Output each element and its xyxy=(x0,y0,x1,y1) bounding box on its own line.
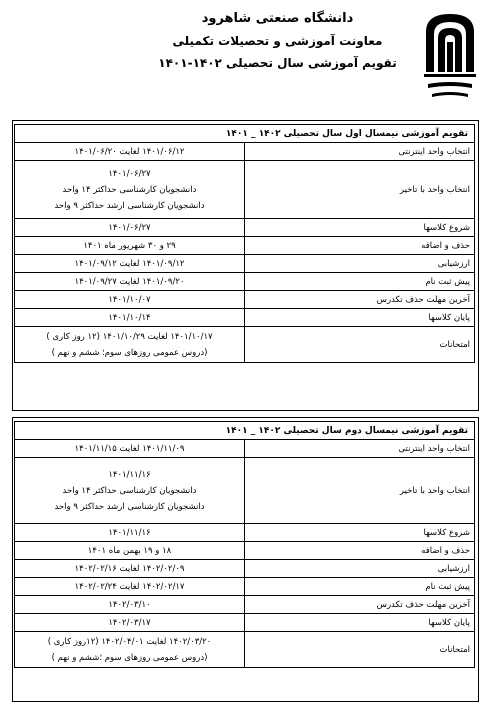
row-label: انتخاب واحد با تاخیر xyxy=(245,161,475,219)
table-row xyxy=(15,614,475,632)
row-value-line: ۱۴۰۲/۰۳/۲۰ لغایت ۱۴۰۲/۰۴/۰۱ (۱۲روز کاری ) xyxy=(47,636,212,647)
calendar-title: تقویم آموزشی سال تحصیلی ۱۴۰۲-۱۴۰۱ xyxy=(158,56,397,70)
row-value xyxy=(15,291,245,309)
row-value xyxy=(15,596,245,614)
row-value-line: ۱۴۰۲/۰۲/۱۷ لغایت ۱۴۰۲/۰۲/۲۴ xyxy=(74,581,185,592)
row-label: ارزشیابی xyxy=(245,560,475,578)
row-value xyxy=(15,237,245,255)
table-row xyxy=(15,309,475,327)
row-value xyxy=(15,578,245,596)
table-row xyxy=(15,291,475,309)
header-text xyxy=(150,8,405,74)
row-label: آخرین مهلت حذف تکدرس xyxy=(245,596,475,614)
row-value-line: ۱۴۰۱/۰۶/۲۷ xyxy=(108,168,151,179)
table-row xyxy=(15,219,475,237)
row-value-line: (دروس عمومی روزهای سوم ؛ششم و نهم ) xyxy=(51,652,208,663)
row-value xyxy=(15,524,245,542)
table-row xyxy=(15,542,475,560)
row-value-line: ۱۴۰۱/۱۱/۱۶ xyxy=(108,527,151,538)
row-value-line: ۱۴۰۱/۱۰/۱۴ xyxy=(108,312,151,323)
page-header xyxy=(0,0,489,100)
row-value xyxy=(15,143,245,161)
semester2-table xyxy=(14,421,475,668)
semester2-title-row xyxy=(15,422,475,440)
table-row xyxy=(15,560,475,578)
row-value xyxy=(15,309,245,327)
row-value xyxy=(15,632,245,668)
row-value-line: ۱۴۰۱/۰۶/۲۷ xyxy=(108,222,151,233)
row-label: حذف و اضافه xyxy=(245,237,475,255)
row-value-line: ۱۴۰۱/۱۱/۱۶ xyxy=(108,469,151,480)
department-name: معاونت آموزشی و تحصیلات تکمیلی xyxy=(172,34,383,48)
row-value-line: دانشجویان کارشناسی حداکثر ۱۴ واحد xyxy=(62,485,197,496)
row-value xyxy=(15,542,245,560)
row-value-line: دانشجویان کارشناسی حداکثر ۱۴ واحد xyxy=(62,184,197,195)
row-value xyxy=(15,273,245,291)
row-value-line: ۱۴۰۲/۰۳/۱۰ xyxy=(108,599,151,610)
row-value-line: دانشجویان کارشناسی ارشد حداکثر ۹ واحد xyxy=(54,501,205,512)
row-label: پایان کلاسها xyxy=(245,309,475,327)
university-logo xyxy=(422,10,478,108)
row-value-line: ۲۹ و ۳۰ شهریور ماه ۱۴۰۱ xyxy=(83,240,176,251)
row-label: ارزشیابی xyxy=(245,255,475,273)
semester1-title: تقویم آموزشی نیمسال اول سال تحصیلی ۱۴۰۲ _ ۱۴۰۱ xyxy=(15,125,475,143)
row-value-line: ۱۴۰۱/۱۰/۱۷ لغایت ۱۴۰۱/۱۰/۲۹ (۱۲ روز کاری ) xyxy=(46,331,213,342)
row-value-line: ۱۴۰۱/۱۱/۰۹ لغایت ۱۴۰۱/۱۱/۱۵ xyxy=(74,443,185,454)
table-row xyxy=(15,237,475,255)
row-value xyxy=(15,458,245,524)
row-value xyxy=(15,440,245,458)
row-label: شروع کلاسها xyxy=(245,524,475,542)
row-value-line: (دروس عمومی روزهای سوم؛ ششم و نهم ) xyxy=(51,347,208,358)
row-value-line: ۱۴۰۲/۰۳/۱۷ xyxy=(108,617,151,628)
row-label: پیش ثبت نام xyxy=(245,273,475,291)
row-label: شروع کلاسها xyxy=(245,219,475,237)
row-value xyxy=(15,255,245,273)
row-label: آخرین مهلت حذف تکدرس xyxy=(245,291,475,309)
row-value-line: ۱۴۰۲/۰۲/۰۹ لغایت ۱۴۰۲/۰۲/۱۶ xyxy=(74,563,185,574)
row-value-line: ۱۸ و ۱۹ بهمن ماه ۱۴۰۱ xyxy=(87,545,172,556)
row-label: حذف و اضافه xyxy=(245,542,475,560)
row-value-line: ۱۴۰۱/۱۰/۰۷ xyxy=(108,294,151,305)
table-row xyxy=(15,440,475,458)
semester1-title-row xyxy=(15,125,475,143)
row-label: امتحانات xyxy=(245,327,475,363)
table-row xyxy=(15,524,475,542)
table-row xyxy=(15,143,475,161)
row-value xyxy=(15,327,245,363)
row-value-line: ۱۴۰۱/۰۶/۱۲ لغایت ۱۴۰۱/۰۶/۲۰ xyxy=(74,146,185,157)
row-label: پیش ثبت نام xyxy=(245,578,475,596)
row-value xyxy=(15,161,245,219)
semester2-title: تقویم آموزشی نیمسال دوم سال تحصیلی ۱۴۰۲ _ ۱۴۰۱ xyxy=(15,422,475,440)
table-row xyxy=(15,578,475,596)
row-value xyxy=(15,614,245,632)
row-label: انتخاب واحد اینترنتی xyxy=(245,440,475,458)
table-row xyxy=(15,632,475,668)
row-value-line: ۱۴۰۱/۰۹/۲۰ لغایت ۱۴۰۱/۰۹/۲۷ xyxy=(74,276,185,287)
table-row xyxy=(15,273,475,291)
row-label: انتخاب واحد با تاخیر xyxy=(245,458,475,524)
table-row xyxy=(15,458,475,524)
table-row xyxy=(15,596,475,614)
row-label: انتخاب واحد اینترنتی xyxy=(245,143,475,161)
row-label: پایان کلاسها xyxy=(245,614,475,632)
row-label: امتحانات xyxy=(245,632,475,668)
row-value-line: دانشجویان کارشناسی ارشد حداکثر ۹ واحد xyxy=(54,200,205,211)
row-value xyxy=(15,560,245,578)
table-row xyxy=(15,255,475,273)
table-row xyxy=(15,161,475,219)
table-row xyxy=(15,327,475,363)
semester1-table xyxy=(14,124,475,363)
row-value xyxy=(15,219,245,237)
university-name: دانشگاه صنعتی شاهرود xyxy=(201,11,354,26)
row-value-line: ۱۴۰۱/۰۹/۱۲ لغایت ۱۴۰۱/۰۹/۱۲ xyxy=(74,258,185,269)
